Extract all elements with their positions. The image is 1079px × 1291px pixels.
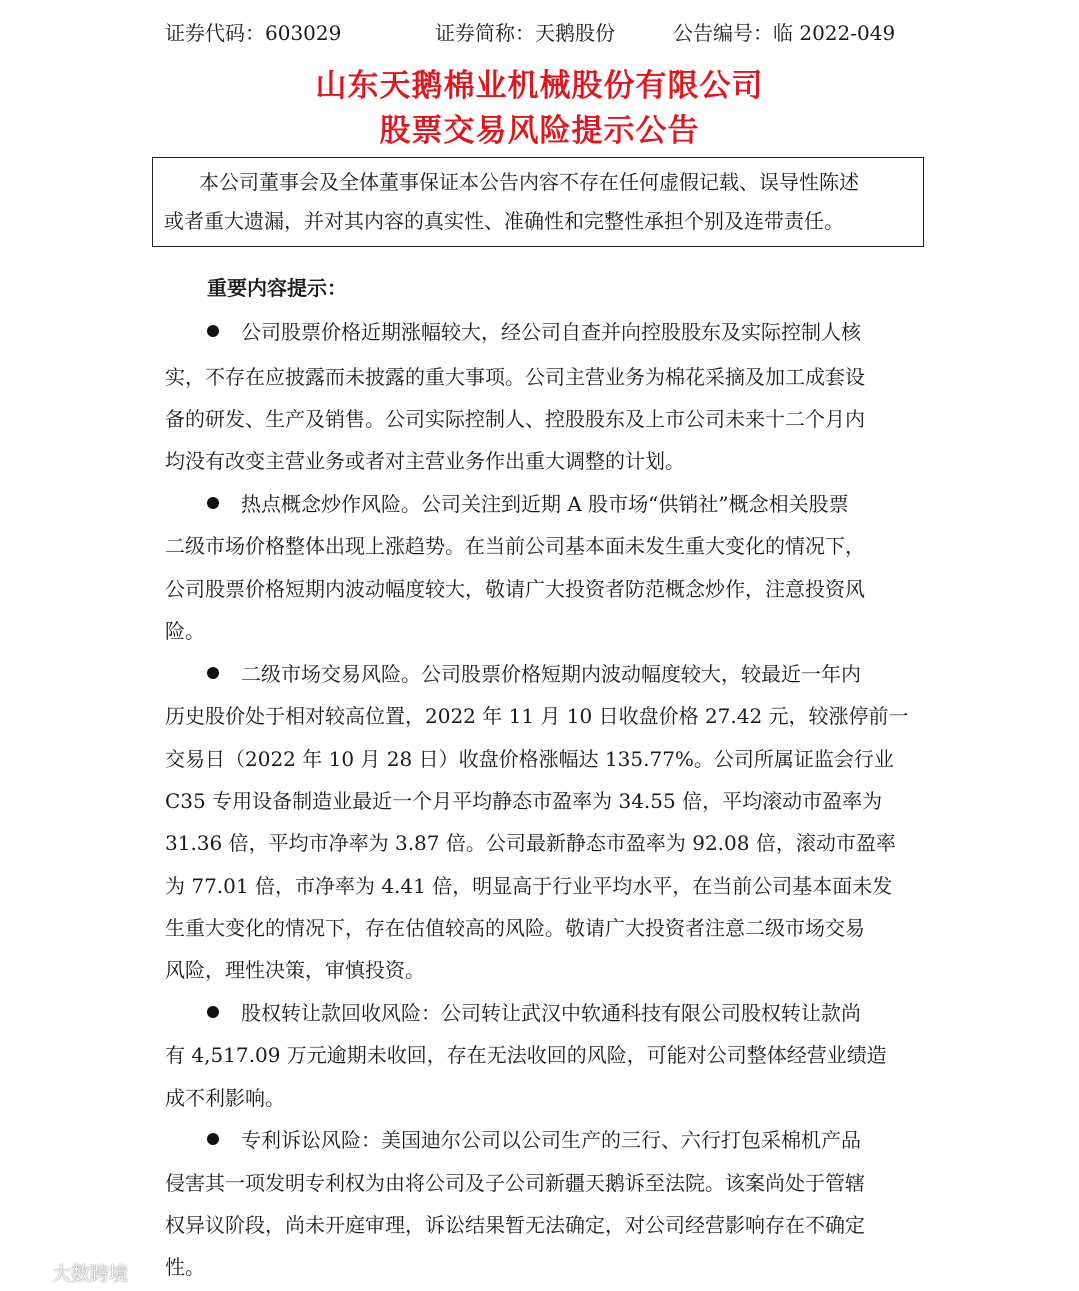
watermark-text: 大数跨境 — [52, 1262, 129, 1285]
paragraph-line: 侵害其一项发明专利权为由将公司及子公司新疆天鹅诉至法院。该案尚处于管辖 — [165, 1171, 865, 1195]
paragraph-line: 31.36 倍，平均市净率为 3.87 倍。公司最新静态市盈率为 92.08 倍，滚动市盈率 — [165, 831, 896, 855]
paragraph-line: 险。 — [165, 619, 205, 643]
watermark-logo-icon — [12, 1259, 46, 1285]
bullet-icon — [207, 667, 219, 679]
paragraph-line: 性。 — [165, 1255, 205, 1279]
stock-code: 证券代码：603029 — [165, 21, 342, 45]
bullet-icon — [207, 1006, 219, 1018]
watermark — [12, 1258, 128, 1286]
paragraph-line: C35 专用设备制造业最近一个月平均静态市盈率为 34.55 倍，平均滚动市盈率为 — [165, 789, 883, 813]
board-statement-box — [152, 157, 924, 247]
paragraph-line: 成不利影响。 — [165, 1086, 285, 1110]
paragraph-line: 风险，理性决策，审慎投资。 — [165, 958, 425, 982]
company-title: 山东天鹅棉业机械股份有限公司 — [315, 68, 764, 104]
section-heading: 重要内容提示： — [207, 276, 347, 300]
paragraph-line: 备的研发、生产及销售。公司实际控制人、控股股东及上市公司未来十二个月内 — [165, 407, 865, 431]
bullet-line: 公司股票价格近期涨幅较大，经公司自查并向控股股东及实际控制人核 — [207, 317, 861, 347]
paragraph-line: 二级市场价格整体出现上涨趋势。在当前公司基本面未发生重大变化的情况下， — [165, 534, 865, 558]
paragraph-line: 历史股价处于相对较高位置，2022 年 11 月 10 日收盘价格 27.42 元，较涨停前一 — [165, 704, 909, 728]
paragraph-line: 实，不存在应披露而未披露的重大事项。公司主营业务为棉花采摘及加工成套设 — [165, 365, 865, 389]
bullet-line: 二级市场交易风险。公司股票价格短期内波动幅度较大，较最近一年内 — [207, 659, 861, 689]
bullet-icon — [207, 1133, 219, 1145]
paragraph-line: 公司股票价格短期内波动幅度较大，敬请广大投资者防范概念炒作，注意投资风 — [165, 577, 865, 601]
announcement-number: 公告编号：临 2022-049 — [673, 21, 896, 45]
paragraph-line: 均没有改变主营业务或者对主营业务作出重大调整的计划。 — [165, 449, 685, 473]
paragraph-line: 为 77.01 倍，市净率为 4.41 倍，明显高于行业平均水平，在当前公司基本面未发 — [165, 874, 893, 898]
bullet-line: 股权转让款回收风险：公司转让武汉中软通科技有限公司股权转让款尚 — [207, 998, 861, 1028]
stock-short-name: 证券简称：天鹅股份 — [435, 21, 615, 45]
bullet-icon — [207, 325, 219, 337]
bullet-line: 专利诉讼风险：美国迪尔公司以公司生产的三行、六行打包采棉机产品 — [207, 1125, 861, 1155]
paragraph-line: 交易日（2022 年 10 月 28 日）收盘价格涨幅达 135.77%。公司所属证监会行业 — [165, 747, 894, 771]
paragraph-line: 有 4,517.09 万元逾期未收回，存在无法收回的风险，可能对公司整体经营业绩造 — [165, 1043, 887, 1067]
paragraph-line: 生重大变化的情况下，存在估值较高的风险。敬请广大投资者注意二级市场交易 — [165, 916, 865, 940]
board-statement-line: 本公司董事会及全体董事保证本公告内容不存在任何虚假记载、误导性陈述 — [199, 170, 859, 194]
bullet-icon — [207, 497, 219, 509]
board-statement-line: 或者重大遗漏，并对其内容的真实性、准确性和完整性承担个别及连带责任。 — [164, 209, 844, 233]
announcement-title: 股票交易风险提示公告 — [379, 113, 700, 149]
document-header — [165, 18, 925, 48]
bullet-line: 热点概念炒作风险。公司关注到近期 A 股市场“供销社”概念相关股票 — [207, 489, 849, 519]
paragraph-line: 权异议阶段，尚未开庭审理，诉讼结果暂无法确定，对公司经营影响存在不确定 — [165, 1213, 865, 1237]
